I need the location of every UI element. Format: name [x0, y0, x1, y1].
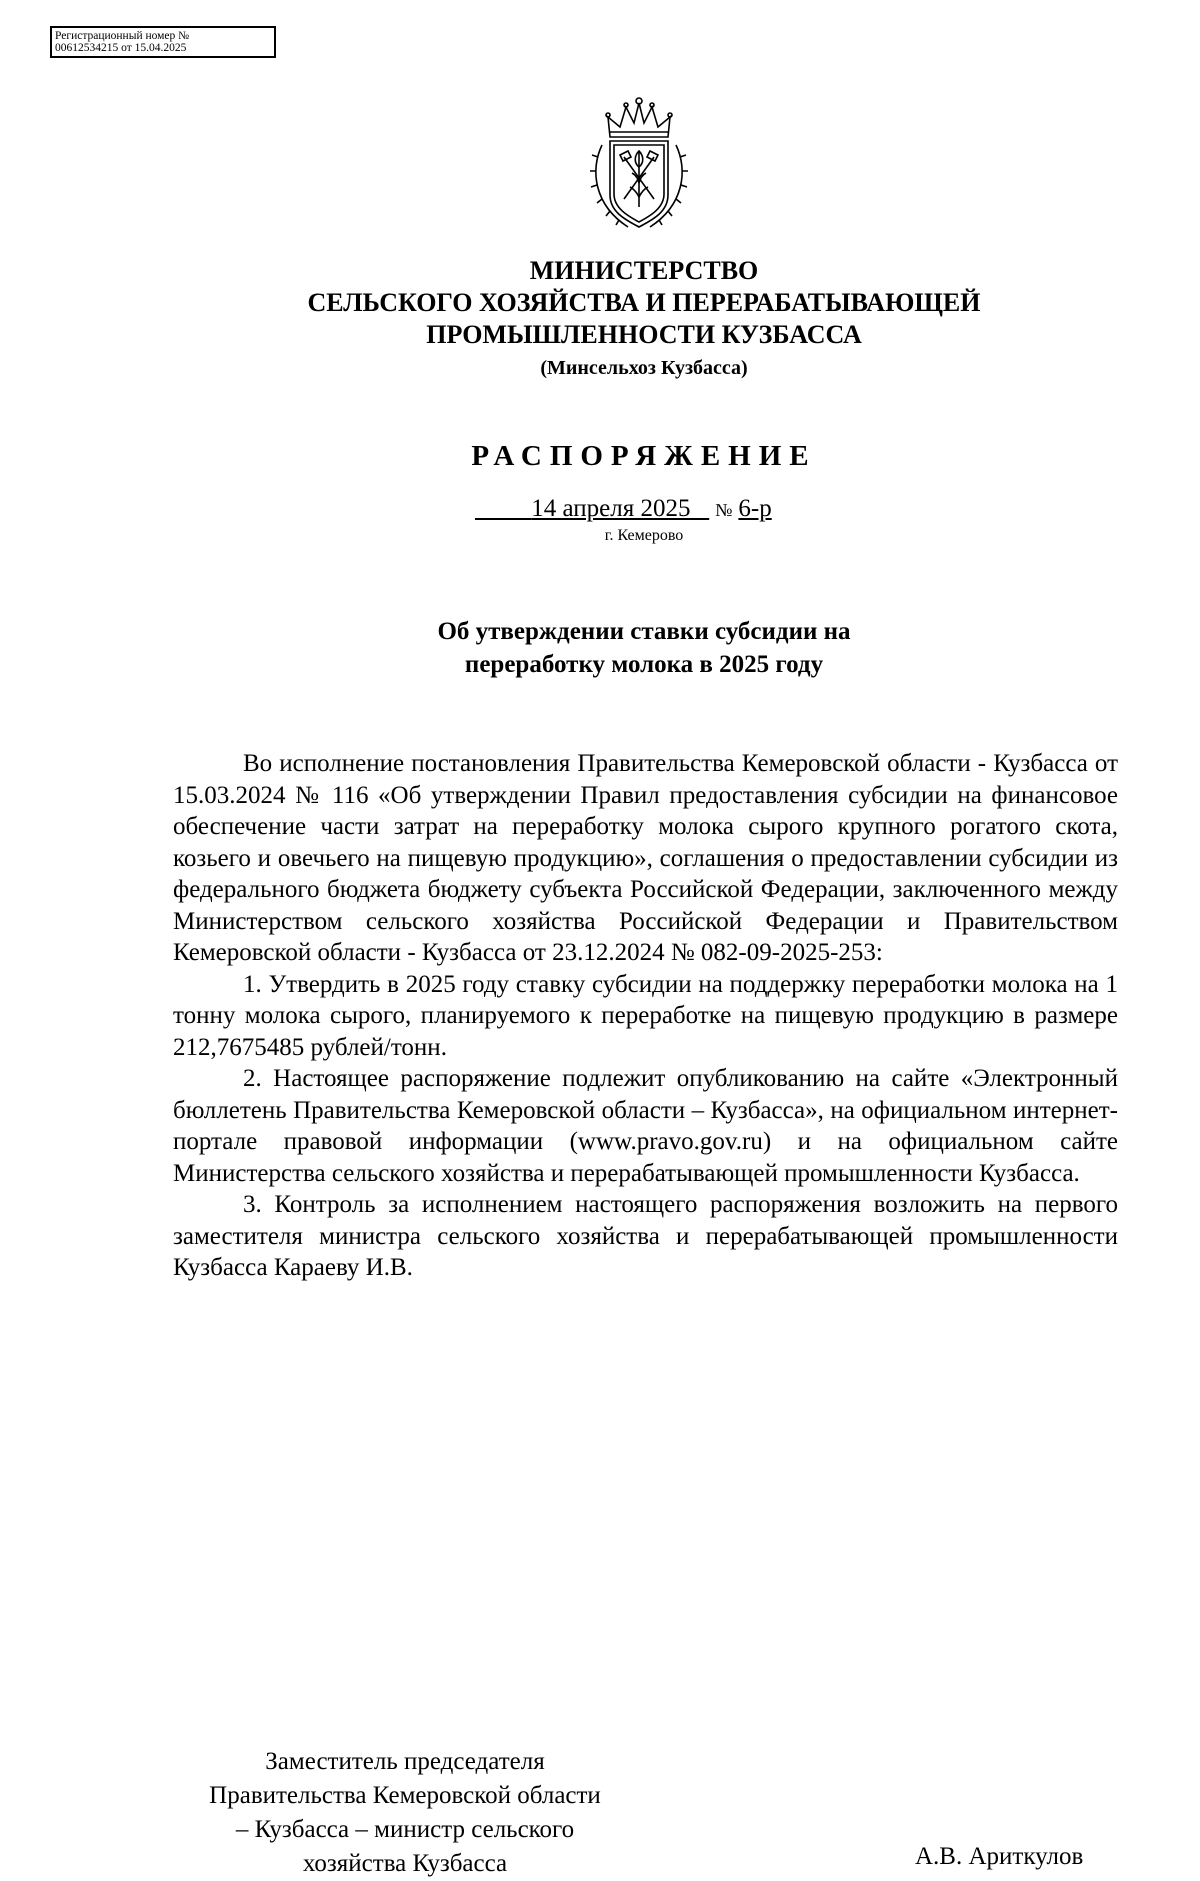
subject-line-1: Об утверждении ставки субсидии на — [437, 618, 851, 645]
signer-title-line-1: Заместитель председателя — [265, 1748, 545, 1775]
registration-stamp — [50, 26, 276, 58]
registration-number: 00612534215 от 15.04.2025 — [55, 42, 187, 54]
ministry-line-3: ПРОМЫШЛЕННОСТИ КУЗБАССА — [426, 320, 862, 349]
signer-title-line-3: – Кузбасса – министр сельского — [235, 1816, 575, 1843]
document-type: РАСПОРЯЖЕНИЕ — [471, 440, 817, 472]
ministry-line-2: СЕЛЬСКОГО ХОЗЯЙСТВА И ПЕРЕРАБАТЫВАЮЩЕЙ — [307, 288, 981, 317]
document-date: 14 апреля 2025 — [531, 495, 691, 522]
ministry-header — [0, 255, 1200, 383]
number-sign: № — [715, 500, 733, 520]
document-date-number — [475, 495, 772, 523]
signer-title-line-4: хозяйства Кузбасса — [302, 1850, 508, 1877]
preamble-paragraph: Во исполнение постановления Правительства Кемеровской области - Кузбасса от 15.03.2024 № 116 «Об утверждении Правил предоставления субсидии на финансовое обеспечение части затрат на переработку молока сырого крупного рогатого скота, козьего и овечьего на пищевую продукцию», соглашения о предоставлении субсидии из федерального бюджета бюджету субъекта Российской Федерации, заключенного между Министерством сельского хозяйства Российской Федерации и Правительством Кемеровской области - Кузбасса от 23.12.2024 № 082-09-2025-253: — [173, 750, 1118, 966]
item-2-paragraph: 2. Настоящее распоряжение подлежит опубликованию на сайте «Электронный бюллетень Правительства Кемеровской области – Кузбасса», на официальном интернет-портале правовой информации (www.pravo.gov.ru) и на официальном сайте Министерства сельского хозяйства и перерабатывающей промышленности Кузбасса. — [173, 1065, 1118, 1187]
document-city: г. Кемерово — [604, 527, 684, 544]
signer-name: А.В. Ариткулов — [915, 1843, 1084, 1870]
document-number: 6-р — [738, 495, 772, 522]
signer-title — [175, 1745, 635, 1881]
registration-label: Регистрационный номер № — [55, 30, 190, 42]
item-3-paragraph: 3. Контроль за исполнением настоящего распоряжения возложить на первого заместителя министра сельского хозяйства и перерабатывающей промышленности Кузбасса Караеву И.В. — [173, 1191, 1118, 1281]
subject-line-2: переработку молока в 2025 году — [464, 651, 824, 678]
document-subject — [0, 615, 1200, 681]
ministry-line-1: МИНИСТЕРСТВО — [529, 256, 759, 285]
document-body — [173, 748, 1118, 1284]
ministry-abbreviation: (Минсельхоз Кузбасса) — [540, 357, 748, 379]
kuzbass-coat-of-arms-icon — [588, 95, 690, 235]
signer-title-line-2: Правительства Кемеровской области — [209, 1782, 601, 1809]
item-1-paragraph: 1. Утвердить в 2025 году ставку субсидии на поддержку переработки молока на 1 тонну молока сырого, планируемого к переработке на пищевую продукцию в размере 212,7675485 рублей/тонн. — [173, 970, 1118, 1061]
